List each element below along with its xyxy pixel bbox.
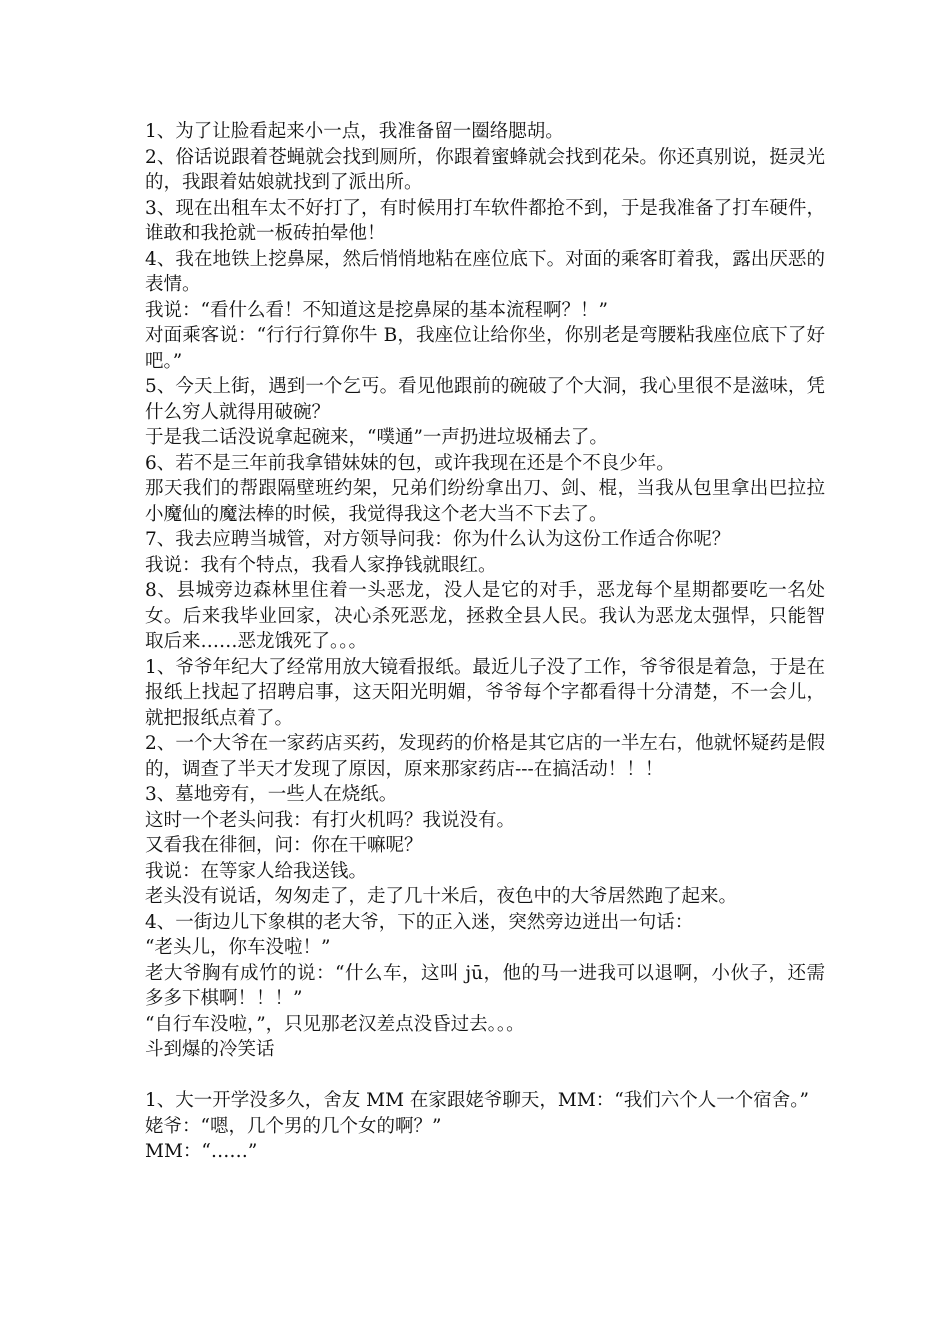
paragraph: “自行车没啦，”，只见那老汉差点没昏过去。。。 [145, 1013, 525, 1035]
document-page [145, 119, 825, 1165]
paragraph: 8、县城旁边森林里住着一头恶龙，没人是它的对手，恶龙每个星期都要吃一名处女。后来我毕业回家，决心杀死恶龙，拯救全县人民。我认为恶龙太强悍，只能智取后来……恶龙饿死了。。。 [145, 580, 825, 652]
paragraph: 我说：我有个特点，我看人家挣钱就眼红。 [145, 554, 497, 576]
paragraph: 这时一个老头问我：有打火机吗？我说没有。 [145, 809, 516, 831]
paragraph: 1、爷爷年纪大了经常用放大镜看报纸。最近儿子没了工作，爷爷很是着急，于是在报纸上找起了招聘启事，这天阳光明媚，爷爷每个字都看得十分清楚，不一会儿，就把报纸点着了。 [145, 656, 825, 729]
paragraph: 2、一个大爷在一家药店买药，发现药的价格是其它店的一半左右，他就怀疑药是假的，调查了半天才发现了原因，原来那家药店---在搞活动！！！ [145, 733, 825, 780]
blank-line [145, 1063, 825, 1089]
paragraph: 老大爷胸有成竹的说：“什么车，这叫 jū，他的马一进我可以退啊，小伙子，还需多多下棋啊！！！” [145, 962, 825, 1009]
paragraph: 那天我们的帮跟隔壁班约架，兄弟们纷纷拿出刀、剑、棍，当我从包里拿出巴拉拉小魔仙的魔法棒的时候，我觉得我这个老大当不下去了。 [145, 478, 825, 525]
paragraph: 6、若不是三年前我拿错妹妹的包，或许我现在还是个不良少年。 [145, 452, 675, 474]
paragraph: 3、墓地旁有，一些人在烧纸。 [145, 784, 398, 805]
paragraph: “老头儿，你车没啦！” [145, 937, 331, 958]
paragraph: 我说：在等家人给我送钱。 [145, 860, 368, 882]
paragraph: 老头没有说话，匆匆走了，走了几十米后，夜色中的大爷居然跑了起来。 [145, 886, 738, 907]
section-heading: 斗到爆的冷笑话 [145, 1039, 275, 1060]
paragraph: 我说：“看什么看！不知道这是挖鼻屎的基本流程啊？！” [145, 299, 608, 321]
paragraph: 又看我在徘徊，问：你在干嘛呢？ [145, 835, 423, 856]
paragraph: 于是我二话没说拿起碗来，“噗通”一声扔进垃圾桶去了。 [145, 427, 608, 448]
paragraph: 7、我去应聘当城管，对方领导问我：你为什么认为这份工作适合你呢？ [145, 529, 731, 550]
paragraph: MM：“……” [145, 1141, 258, 1162]
paragraph: 4、一街边儿下象棋的老大爷，下的正入迷，突然旁边迸出一句话： [145, 911, 694, 933]
paragraph: 4、我在地铁上挖鼻屎，然后悄悄地粘在座位底下。对面的乘客盯着我，露出厌恶的表情。 [145, 248, 825, 295]
paragraph: 3、现在出租车太不好打了，有时候用打车软件都抢不到，于是我准备了打车硬件，谁敢和我抢就一板砖拍晕他！ [145, 197, 825, 244]
paragraph: 1、为了让脸看起来小一点，我准备留一圈络腮胡。 [145, 121, 564, 142]
paragraph: 1、大一开学没多久，舍友 MM 在家跟姥爷聊天，MM：“我们六个人一个宿舍。” [145, 1090, 809, 1111]
paragraph: 2、俗话说跟着苍蝇就会找到厕所，你跟着蜜蜂就会找到花朵。你还真别说，挺灵光的，我跟着姑娘就找到了派出所。 [145, 146, 825, 193]
paragraph: 对面乘客说：“行行行算你牛 B，我座位让给你坐，你别老是弯腰粘我座位底下了好吧。” [145, 325, 825, 372]
paragraph: 5、今天上街，遇到一个乞丐。看见他跟前的碗破了个大洞，我心里很不是滋味，凭什么穷人就得用破碗？ [145, 376, 825, 423]
paragraph: 姥爷：“嗯，几个男的几个女的啊？” [145, 1115, 442, 1137]
